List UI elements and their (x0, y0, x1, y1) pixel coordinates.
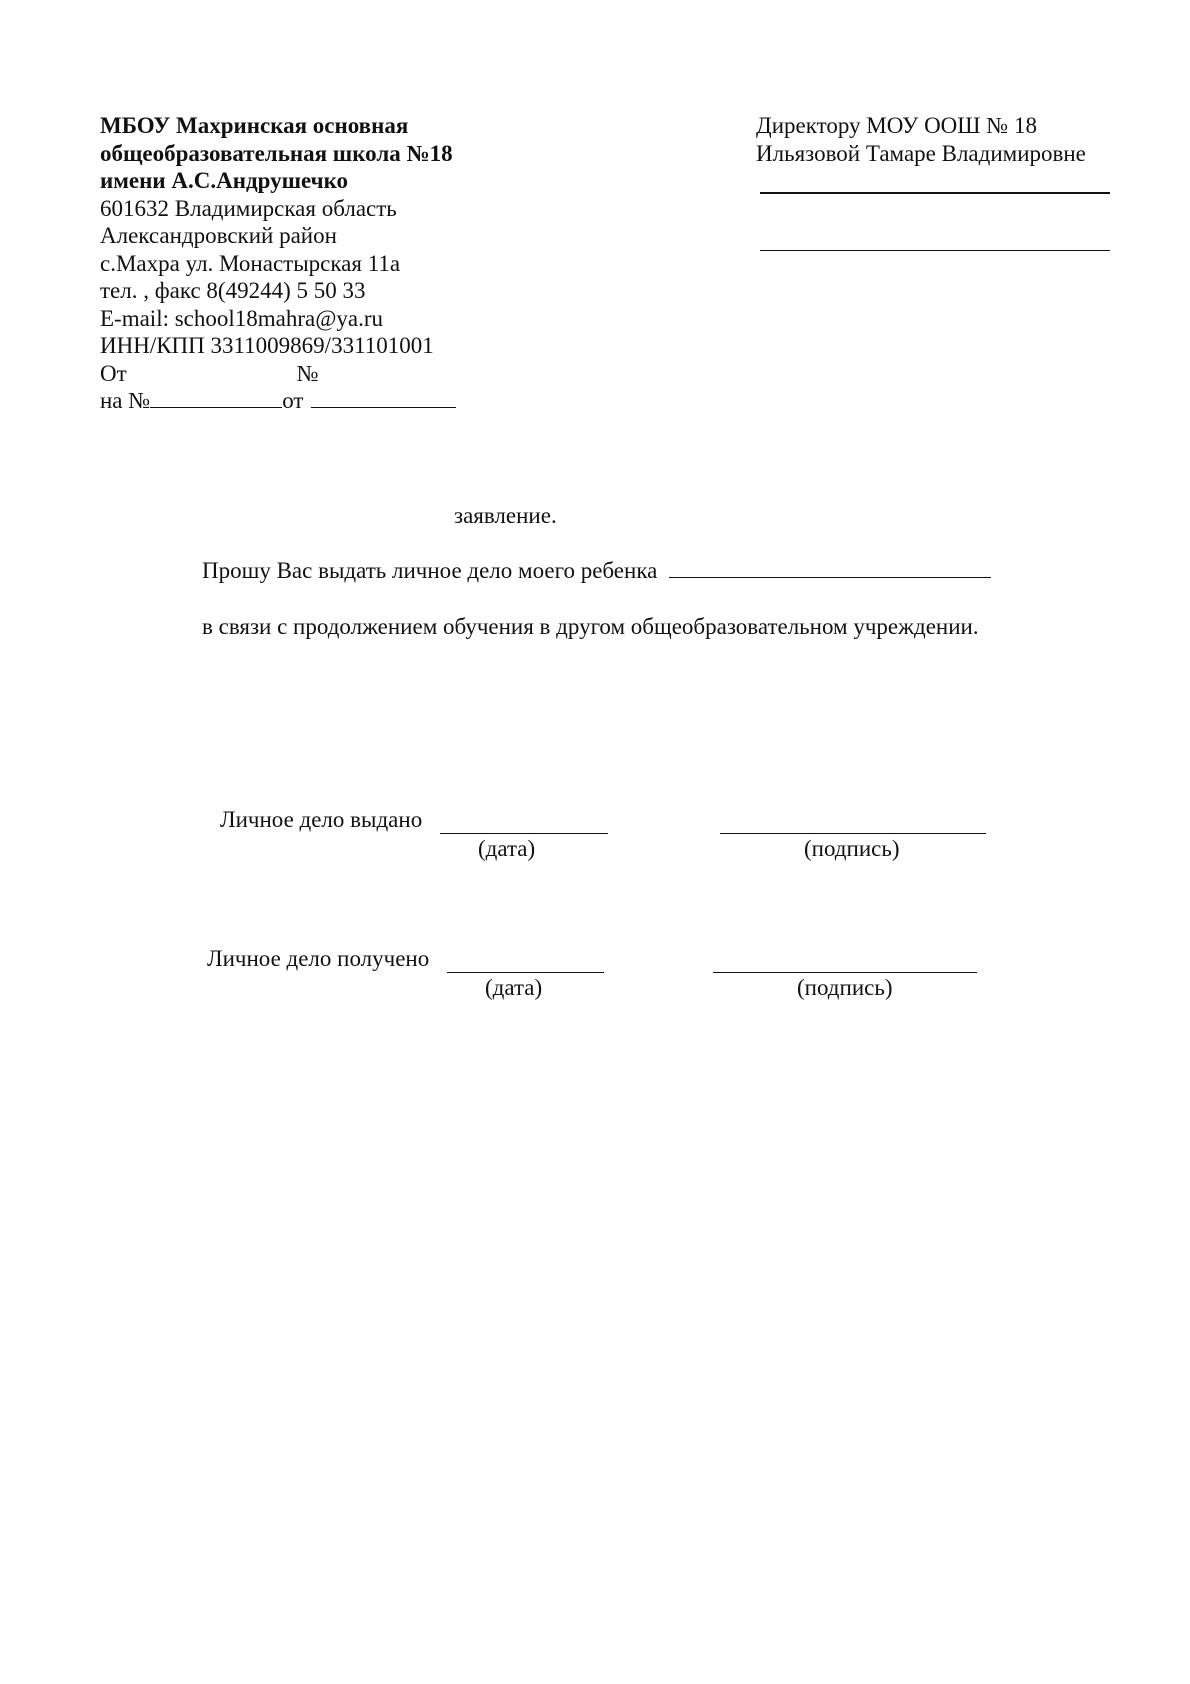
outgoing-ref-line (100, 360, 620, 388)
applicant-address-blank (760, 250, 1110, 251)
ref-date-blank (311, 387, 456, 408)
addressee-line-2: Ильязовой Тамаре Владимировне (756, 140, 1086, 166)
received-date-blank (447, 972, 604, 973)
address-line-1: 601632 Владимирская область (100, 195, 397, 221)
org-name-line-1: МБОУ Махринская основная (100, 113, 409, 138)
request-line (202, 557, 991, 585)
email: E-mail: school18mahra@ya.ru (100, 305, 384, 331)
sender-block (100, 112, 620, 415)
child-name-blank (669, 557, 991, 578)
request-text: Прошу Вас выдать личное дело моего ребенка (202, 558, 658, 583)
document-title: заявление. (454, 503, 557, 528)
address-line-2: Александровский район (100, 223, 337, 248)
number-sign: № (296, 360, 319, 386)
addressee-line-1: Директору МОУ ООШ № 18 (756, 113, 1037, 138)
issued-signature-blank (720, 833, 986, 834)
issued-date-caption: (дата) (478, 836, 536, 861)
received-date-caption: (дата) (485, 975, 543, 1000)
ref-number-label: на № (100, 388, 151, 413)
phone-fax: тел. , факс 8(49244) 5 50 33 (100, 278, 366, 303)
reason-text: в связи с продолжением обучения в другом общеобразовательном учреждении. (202, 614, 979, 639)
ref-from-label: от (282, 388, 304, 413)
incoming-ref-line (100, 387, 620, 415)
from-label: От (100, 360, 127, 386)
issued-date-blank (440, 833, 608, 834)
ref-number-blank (150, 387, 282, 408)
applicant-name-blank (760, 192, 1110, 194)
org-name-line-2: общеобразовательная школа №18 (100, 140, 453, 166)
issued-signature-caption: (подпись) (804, 836, 900, 861)
address-line-3: с.Махра ул. Монастырская 11а (100, 250, 401, 276)
inn-kpp: ИНН/КПП 3311009869/331101001 (100, 333, 434, 358)
received-signature-caption: (подпись) (797, 975, 893, 1000)
received-signature-blank (713, 972, 977, 973)
issued-label: Личное дело выдано (220, 807, 423, 832)
addressee-block (756, 112, 1116, 167)
org-name-line-3: имени А.С.Андрушечко (100, 168, 349, 193)
received-label: Личное дело получено (207, 946, 430, 971)
